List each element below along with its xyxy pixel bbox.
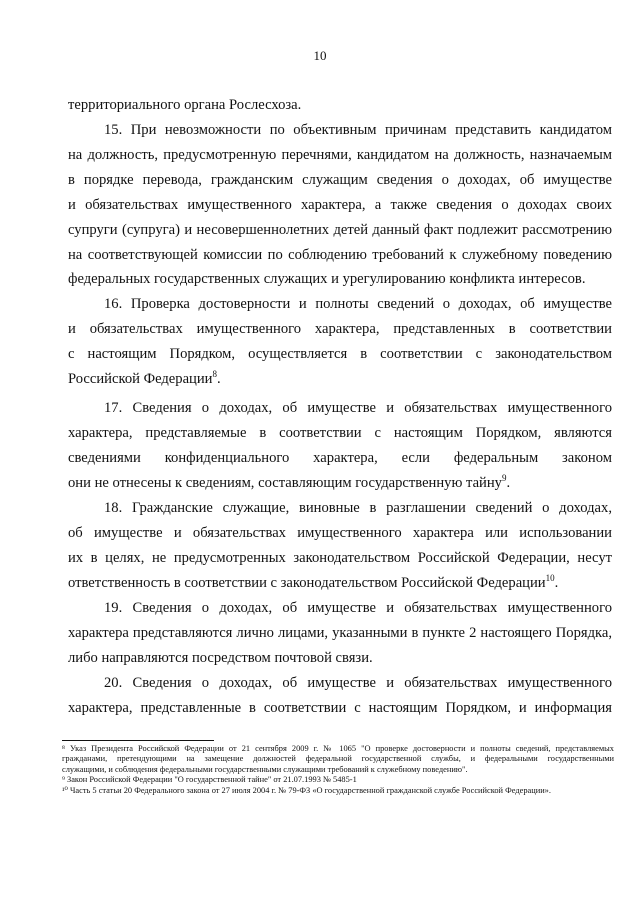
page-number: 10 <box>313 48 327 63</box>
text-line: 15. При невозможности по объективным причинам представить кандидатом <box>104 122 612 138</box>
text-line: их в целях, не предусмотренных законодательством Российской Федерации, несут <box>68 549 612 566</box>
footnote-ref-9: 9 <box>501 472 507 483</box>
text-line-body: ответственность в соответствии с законодательством Российской Федерации <box>68 574 546 591</box>
text-line: сведениями конфиденциального характера, если федеральным законом <box>68 449 612 466</box>
footnote-10: ¹⁰ Часть 5 статьи 20 Федерального закона от 27 июля 2004 г. № 79-ФЗ «О государственной гражданской службе Российской Федерации». <box>62 785 551 795</box>
text-line: об имуществе и обязательствах имущественного характера или использовании <box>68 524 612 541</box>
text-line: характера, представляемые в соответствии с настоящим Порядком, являются <box>68 424 612 441</box>
text-line: 20. Сведения о доходах, об имуществе и обязательствах имущественного <box>104 675 612 691</box>
text-line: характера представляются лично лицами, указанными в пункте 2 настоящего Порядка, <box>68 624 612 641</box>
text-line: супруги (супруга) и несовершеннолетних детей данный факт подлежит рассмотрению <box>68 221 612 238</box>
text-line: 18. Гражданские служащие, виновные в разглашении сведений о доходах, <box>104 500 612 516</box>
paragraph-17 <box>68 396 612 496</box>
footnote-ref-10: 10 <box>545 572 555 583</box>
footnote-8-line: гражданами, претендующими на замещение должностей федеральной государственной службы, и федеральными государственными <box>62 754 614 764</box>
text-line: 16. Проверка достоверности и полноты сведений о доходах, об имуществе <box>104 296 612 312</box>
text-line: и обязательствах имущественного характера, а также сведения о доходах своих <box>68 196 612 213</box>
text-line: они не отнесены к сведениям, составляющим государственную тайну$^9$. <box>68 472 511 491</box>
text-line: характера, представленные в соответствии с настоящим Порядком, и информация <box>68 699 612 716</box>
paragraph-19 <box>68 596 612 671</box>
footnote-9: ⁹ Закон Российской Федерации "О государственной тайне" от 21.07.1993 № 5485-1 <box>62 775 357 785</box>
text-line: и обязательствах имущественного характера, представленных в соответствии <box>68 320 612 337</box>
line-territorial-organ <box>68 93 612 118</box>
paragraph-16 <box>68 292 612 392</box>
text-line: 19. Сведения о доходах, об имуществе и обязательствах имущественного <box>104 600 612 616</box>
text-line: Российской Федерации$^8$. <box>68 368 221 387</box>
text-line: с настоящим Порядком, осуществляется в соответствии с законодательством <box>68 345 612 362</box>
paragraph-15 <box>68 118 612 292</box>
text-line: 17. Сведения о доходах, об имуществе и обязательствах имущественного <box>104 400 612 416</box>
text-line-body: Российской Федерации <box>68 370 213 387</box>
text-line: либо направляются посредством почтовой связи. <box>68 649 373 666</box>
footnote-8-line: служащими, и соблюдения федеральными государственными служащими требований к служебному поведению". <box>62 764 468 774</box>
text-line: в порядке перевода, гражданским служащим сведения о доходах, об имуществе <box>68 171 612 188</box>
paragraph-20 <box>68 671 612 721</box>
footnotes <box>62 744 614 796</box>
text-line-body: они не отнесены к сведениям, составляющим государственную тайну <box>68 474 502 491</box>
text-line: территориального органа Рослесхоза. <box>68 97 302 113</box>
text-line: на должность, предусмотренную перечнями, кандидатом на должность, назначаемым <box>68 146 612 163</box>
footnote-8-line: ⁸ Указ Президента Российской Федерации от 21 сентября 2009 г. № 1065 "О проверке достоверности и полноты сведений, представляемых <box>62 744 614 753</box>
footnote-divider <box>62 740 214 741</box>
text-line: федеральных государственных служащих и урегулированию конфликта интересов. <box>68 271 586 288</box>
paragraph-18 <box>68 496 612 596</box>
footnote-ref-8: 8 <box>212 368 217 379</box>
text-line: ответственность в соответствии с законодательством Российской Федерации$^{10}$. <box>68 572 559 591</box>
text-line: на соответствующей комиссии по соблюдению требований к служебному поведению <box>68 246 612 263</box>
